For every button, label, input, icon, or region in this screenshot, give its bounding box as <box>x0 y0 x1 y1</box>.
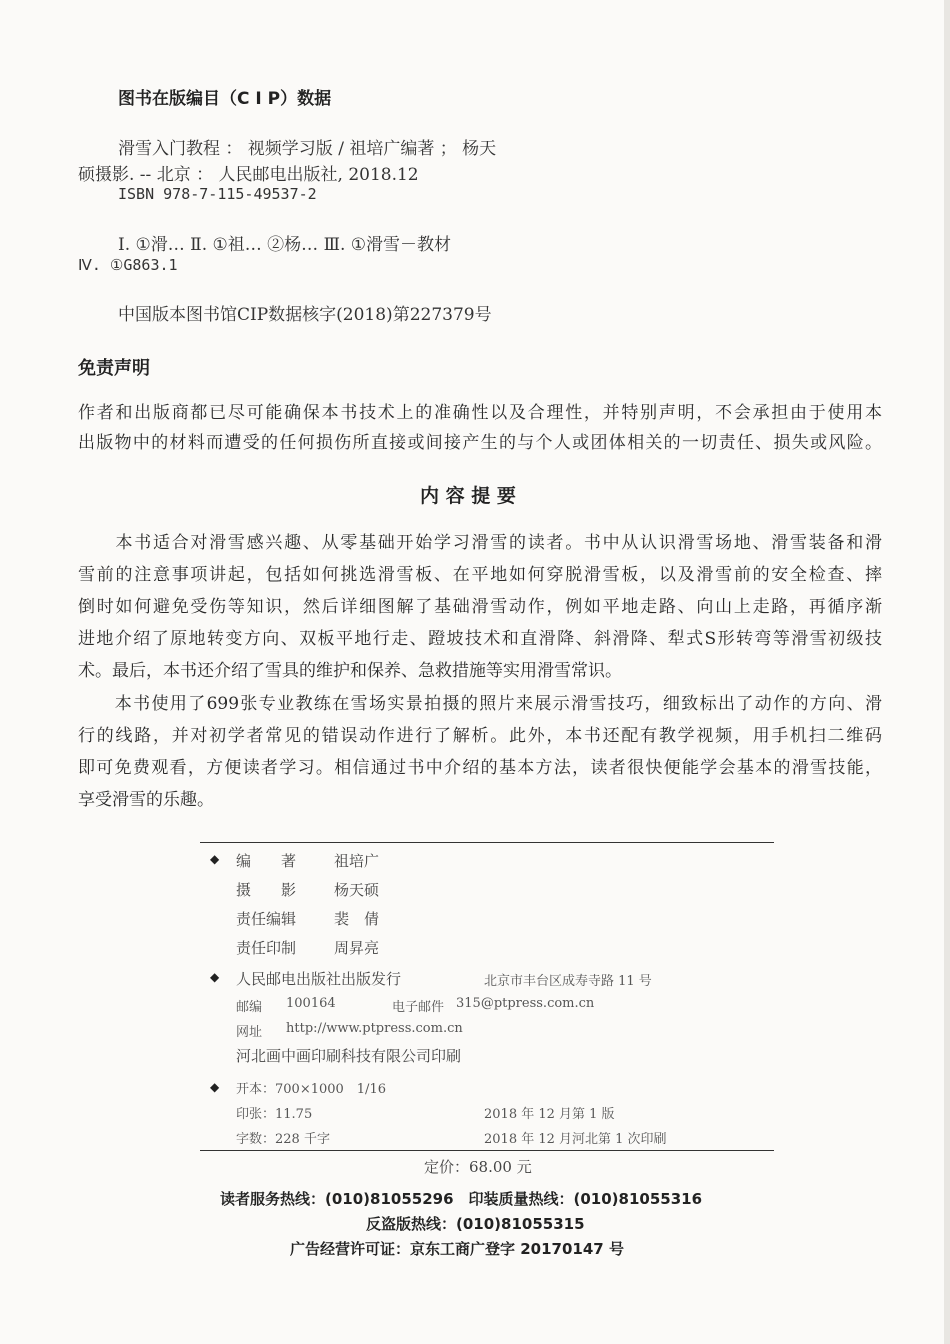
author-label: 编 著 <box>236 852 297 870</box>
postcode-value: 100164 <box>286 996 336 1011</box>
disclaimer-line: 出版物中的材料而遭受的任何损伤所直接或间接产生的与个人或团体相关的一切责任、损失或风险。 <box>78 433 882 453</box>
editor-name: 裴 倩 <box>334 910 380 928</box>
price: 定价：68.00 元 <box>424 1158 532 1176</box>
word-count: 字数：228 千字 <box>236 1132 330 1147</box>
bottom-rule <box>200 1150 774 1151</box>
author-name: 祖培广 <box>334 852 380 870</box>
summary-line: 本书适合对滑雪感兴趣、从零基础开始学习滑雪的读者。书中从认识滑雪场地、滑雪装备和滑 <box>78 533 882 553</box>
printing-date: 2018 年 12 月河北第 1 次印刷 <box>484 1132 667 1147</box>
postcode-label: 邮编 <box>236 1000 263 1015</box>
cip-title: 图书在版编目（C I P）数据 <box>118 89 332 109</box>
print-manager-label: 责任印制 <box>236 939 297 957</box>
email-value: 315@ptpress.com.cn <box>456 996 595 1011</box>
disclaimer-heading: 免责声明 <box>78 358 150 379</box>
publisher-name: 人民邮电出版社出版发行 <box>236 970 402 988</box>
printer-name: 河北画中画印刷科技有限公司印刷 <box>236 1047 462 1065</box>
disclaimer-text <box>78 398 882 458</box>
cip-isbn: ISBN 978-7-115-49537-2 <box>118 185 317 203</box>
summary-line: 术。最后，本书还介绍了雪具的维护和保养、急救措施等实用滑雪常识。 <box>78 661 622 681</box>
summary-line: 即可免费观看，方便读者学习。相信通过书中介绍的基本方法，读者很快便能学会基本的滑雪技能， <box>78 758 882 778</box>
bullet-diamond: ◆ <box>210 970 220 984</box>
page-edge <box>944 0 950 1344</box>
summary-line: 进地介绍了原地转变方向、双板平地行走、蹬坡技术和直滑降、斜滑降、犁式S形转弯等滑雪初级技 <box>78 629 882 649</box>
summary-line: 享受滑雪的乐趣。 <box>78 790 214 810</box>
ad-license: 广告经营许可证：京东工商广登字 20170147 号 <box>290 1240 624 1258</box>
summary-paragraph-1 <box>78 527 882 687</box>
editor-label: 责任编辑 <box>236 910 297 928</box>
bullet-diamond: ◆ <box>210 852 220 866</box>
cip-record-number: 中国版本图书馆CIP数据核字(2018)第227379号 <box>118 305 492 325</box>
cip-line-1: 滑雪入门教程 ： 视频学习版 / 祖培广编著 ； 杨天 <box>118 139 497 159</box>
sheets-spec: 印张：11.75 <box>236 1107 313 1122</box>
print-manager-name: 周昇亮 <box>334 939 380 957</box>
email-label: 电子邮件 <box>392 1000 445 1015</box>
summary-line: 倒时如何避免受伤等知识，然后详细图解了基础滑雪动作，例如平地走路、向山上走路，再循序渐 <box>78 597 882 617</box>
summary-line: 行的线路，并对初学者常见的错误动作进行了解析。此外，本书还配有教学视频，用手机扫二维码 <box>78 726 882 746</box>
cip-class-line-2: Ⅳ. ①G863.1 <box>78 256 178 274</box>
bullet-diamond: ◆ <box>210 1080 220 1094</box>
website-url: http://www.ptpress.com.cn <box>286 1021 463 1036</box>
anti-piracy-hotline: 反盗版热线：(010)81055315 <box>366 1215 585 1233</box>
summary-line: 本书使用了699张专业教练在雪场实景拍摄的照片来展示滑雪技巧，细致标出了动作的方向、滑 <box>78 694 882 714</box>
top-rule <box>200 842 774 843</box>
summary-line: 雪前的注意事项讲起，包括如何挑选滑雪板、在平地如何穿脱滑雪板，以及滑雪前的安全检查、摔 <box>78 565 882 585</box>
publisher-address: 北京市丰台区成寿寺路 11 号 <box>484 974 652 989</box>
summary-heading: 内 容 提 要 <box>420 485 516 507</box>
photographer-name: 杨天硕 <box>334 881 380 899</box>
cip-class-line-1: Ⅰ. ①滑… Ⅱ. ①祖… ②杨… Ⅲ. ①滑雪－教材 <box>118 235 452 255</box>
service-hotlines: 读者服务热线：(010)81055296 印装质量热线：(010)81055316 <box>220 1190 703 1208</box>
disclaimer-line: 作者和出版商都已尽可能确保本书技术上的准确性以及合理性，并特别声明，不会承担由于使用本 <box>78 403 882 423</box>
summary-paragraph-2 <box>78 688 882 816</box>
format-spec: 开本：700×1000 1/16 <box>236 1082 386 1097</box>
edition-date: 2018 年 12 月第 1 版 <box>484 1107 615 1122</box>
cip-line-2: 硕摄影. -- 北京 ： 人民邮电出版社, 2018.12 <box>78 165 419 185</box>
photographer-label: 摄 影 <box>236 881 297 899</box>
website-label: 网址 <box>236 1025 263 1040</box>
